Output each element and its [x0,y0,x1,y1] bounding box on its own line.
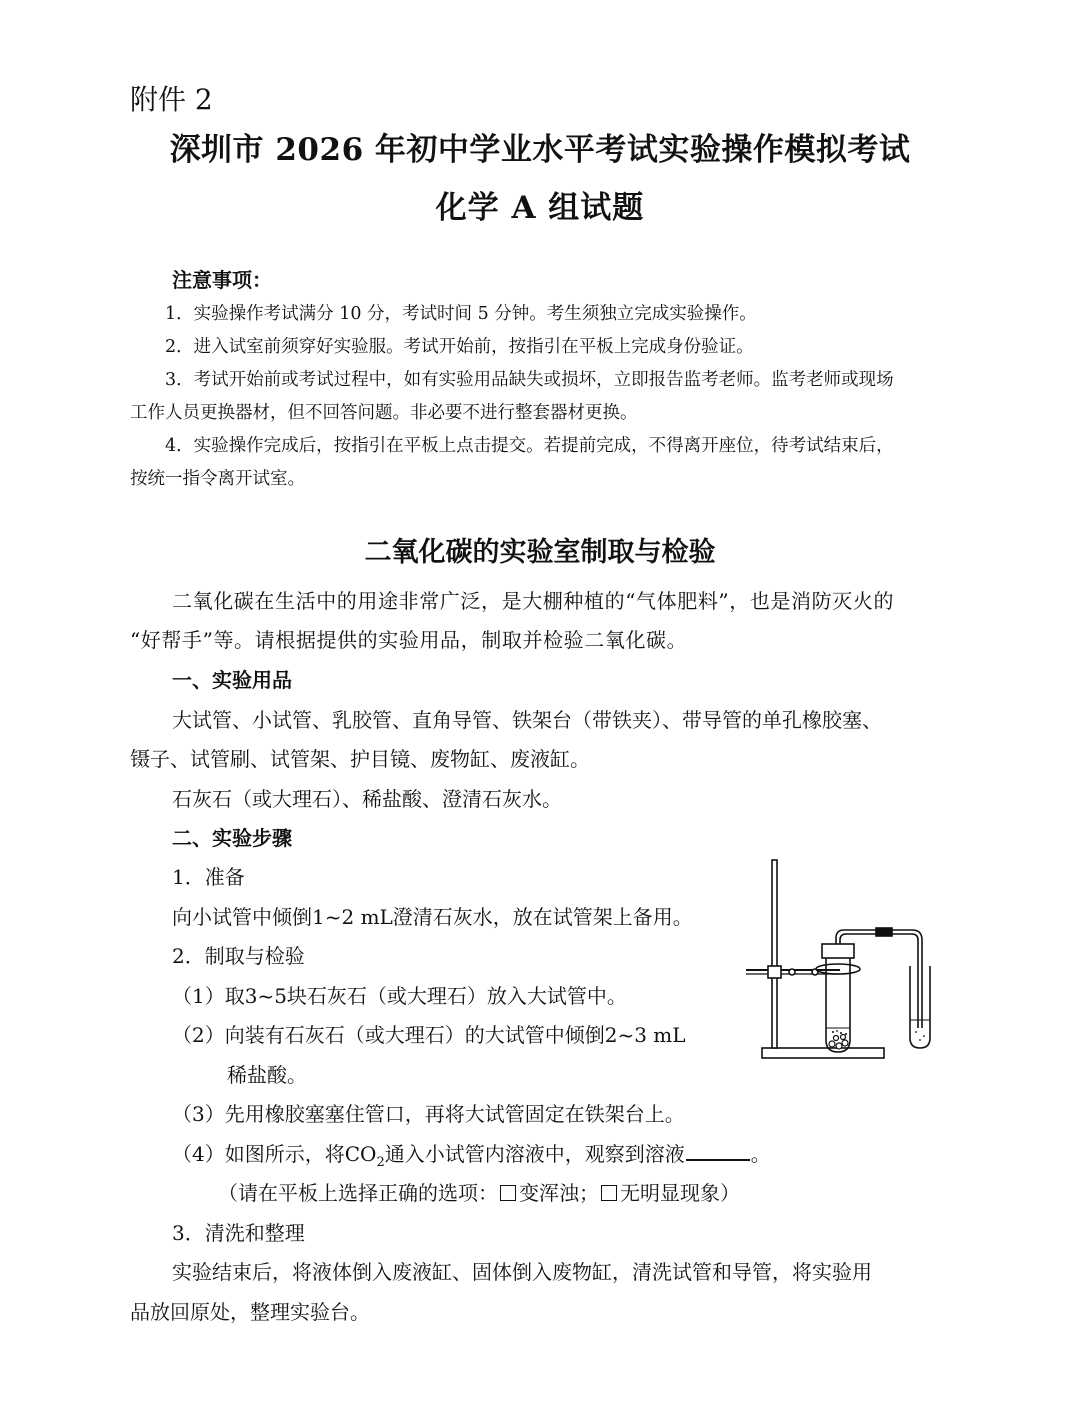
answer-hint [218,1177,740,1206]
co2-subscript: 2 [376,1155,385,1170]
clamp-boss [768,966,781,978]
notice-item-4-line-1: 4．实验操作完成后，按指引在平板上点击提交。若提前完成，不得离开座位，待考试结束后， [165,436,894,456]
rubber-tube [876,928,892,936]
step1-text: 向小试管中倾倒1~2 mL澄清石灰水，放在试管架上备用。 [172,905,693,929]
delivery-tube [836,930,876,944]
clamp-screw [789,969,795,975]
step2-title: 2．制取与检验 [172,944,305,968]
rubber-stopper [822,944,854,958]
option-turbid: 变浑浊； [519,1181,599,1205]
gas-bubbles [832,1030,847,1035]
step2-item-4-text: 通入小试管内溶液中，观察到溶液 [384,1142,685,1166]
step2-item-2-line-1: （2）向装有石灰石（或大理石）的大试管中倾倒2~3 mL [172,1023,686,1047]
intro-line-2: “好帮手”等。请根据提供的实验用品，制取并检验二氧化碳。 [130,628,688,652]
step2-item-4-prefix: （4）如图所示，将CO [172,1142,377,1166]
attachment-label: 附件 2 [130,83,213,116]
exam-title: 深圳市 2026 年初中学业水平考试实验操作模拟考试 [169,132,911,168]
answer-hint-prefix: （请在平板上选择正确的选项： [218,1181,498,1205]
step3-line-2: 品放回原处，整理实验台。 [130,1300,370,1324]
reagents-line: 石灰石（或大理石）、稀盐酸、澄清石灰水。 [172,787,562,811]
limewater-bubbles [915,1031,925,1041]
notice-heading: 注意事项： [172,268,272,292]
option-no-change: 无明显现象） [620,1181,740,1205]
checkbox-icon [601,1185,617,1201]
step3-line-1: 实验结束后，将液体倒入废液缸、固体倒入废物缸，清洗试管和导管，将实验用 [172,1260,872,1284]
stand-rod [772,860,777,1048]
step2-item-4 [172,1138,771,1170]
materials-heading: 一、实验用品 [172,668,292,692]
intro-line-1: 二氧化碳在生活中的用途非常广泛，是大棚种植的“气体肥料”，也是消防灭火的 [172,589,895,613]
notice-item-4-line-2: 按统一指令离开试室。 [130,469,305,489]
co2-apparatus-diagram [740,850,950,1065]
small-test-tube [910,966,930,1048]
limestone-pieces [829,1035,848,1050]
experiment-title: 二氧化碳的实验室制取与检验 [364,537,716,568]
step2-item-4-end: 。 [750,1142,771,1166]
notice-item-3-line-2: 工作人员更换器材，但不回答问题。非必要不进行整套器材更换。 [130,403,638,423]
step2-item-2-line-2: 稀盐酸。 [227,1063,307,1087]
notice-item-3-line-1: 3．考试开始前或考试过程中，如有实验用品缺失或损坏，立即报告监考老师。监考老师或现场 [165,370,894,390]
steps-heading: 二、实验步骤 [172,826,292,850]
step1-title: 1．准备 [172,865,245,889]
step3-title: 3．清洗和整理 [172,1221,305,1245]
notice-item-2: 2．进入试室前须穿好实验服。考试开始前，按指引在平板上完成身份验证。 [165,337,754,357]
outlet-tube-inner [892,934,918,1028]
delivery-tube-inner [840,934,876,944]
step2-item-1: （1）取3~5块石灰石（或大理石）放入大试管中。 [172,984,627,1008]
answer-blank [686,1141,750,1161]
materials-line-2: 镊子、试管刷、试管架、护目镜、废物缸、废液缸。 [130,747,590,771]
notice-item-1: 1．实验操作考试满分 10 分，考试时间 5 分钟。考生须独立完成实验操作。 [165,304,757,324]
step2-item-3: （3）先用橡胶塞塞住管口，再将大试管固定在铁架台上。 [172,1102,685,1126]
materials-line-1: 大试管、小试管、乳胶管、直角导管、铁架台（带铁夹）、带导管的单孔橡胶塞、 [172,708,882,732]
checkbox-icon [500,1185,516,1201]
exam-subtitle: 化学 A 组试题 [435,190,645,226]
stand-base [762,1048,884,1058]
